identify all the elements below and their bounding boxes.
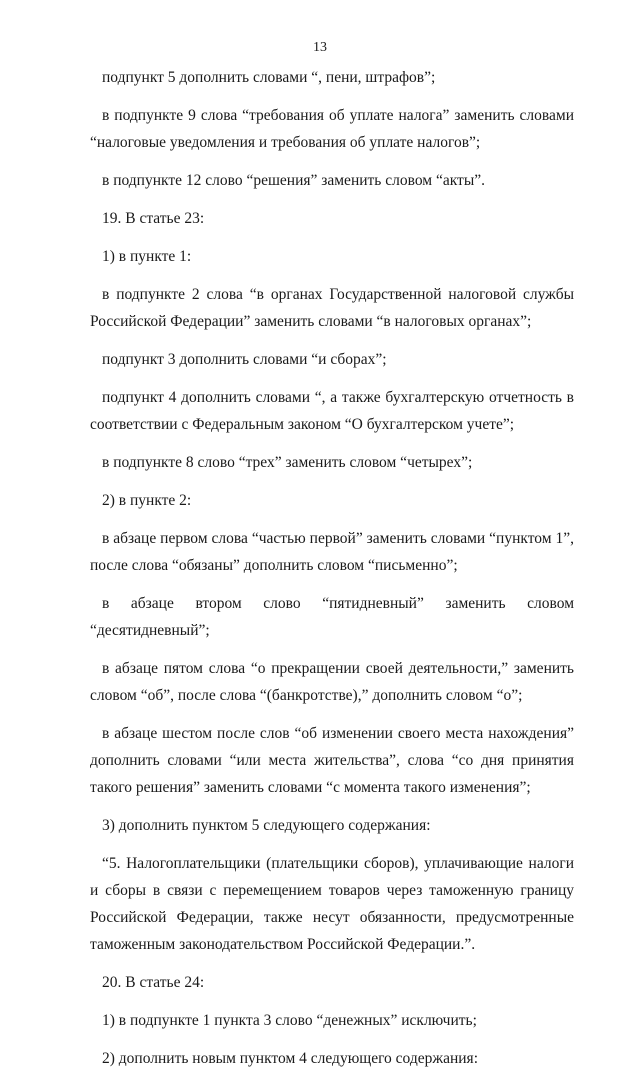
paragraph: в подпункте 12 слово “решения” заменить словом “акты”.: [102, 172, 485, 189]
page-number: 13: [313, 40, 327, 55]
paragraph: подпункт 4 дополнить словами “, а также бухгалтерскую отчетность в соответствии с Федеральным законом “О бухгалтерском учете”;: [90, 389, 574, 433]
paragraph: 2) дополнить новым пунктом 4 следующего содержания:: [102, 1050, 478, 1067]
paragraph: 19. В статье 23:: [102, 210, 205, 227]
paragraph: 1) в подпункте 1 пункта 3 слово “денежных” исключить;: [102, 1012, 477, 1029]
paragraph: в абзаце втором слово “пятидневный” заменить словом “десятидневный”;: [90, 595, 574, 639]
paragraph: в абзаце пятом слова “о прекращении своей деятельности,” заменить словом “об”, после слова “(банкротстве),” дополнить словом “о”;: [90, 660, 574, 704]
paragraph: в абзаце шестом после слов “об изменении своего места нахождения” дополнить словами “или места жительства”, слова “со дня принятия такого решения” заменить словами “с момента такого изменения”;: [90, 725, 574, 796]
document-body: [90, 64, 574, 1072]
paragraph: в абзаце первом слова “частью первой” заменить словами “пунктом 1”, после слова “обязаны” дополнить словом “письменно”;: [90, 530, 574, 574]
paragraph: 2) в пункте 2:: [102, 492, 192, 509]
paragraph: подпункт 3 дополнить словами “и сборах”;: [102, 351, 387, 368]
paragraph: 3) дополнить пунктом 5 следующего содержания:: [102, 817, 431, 834]
paragraph: в подпункте 2 слова “в органах Государственной налоговой службы Российской Федерации” заменить словами “в налоговых органах”;: [90, 286, 574, 330]
paragraph: в подпункте 8 слово “трех” заменить словом “четырех”;: [102, 454, 473, 471]
paragraph: в подпункте 9 слова “требования об уплате налога” заменить словами “налоговые уведомления и требования об уплате налогов”;: [90, 107, 574, 151]
paragraph: 20. В статье 24:: [102, 974, 205, 991]
paragraph: подпункт 5 дополнить словами “, пени, штрафов”;: [102, 69, 436, 86]
paragraph: “5. Налогоплательщики (плательщики сборов), уплачивающие налоги и сборы в связи с перемещением товаров через таможенную границу Российской Федерации, также несут обязанности, предусмотренные таможенным законодательством Российской Федерации.”.: [90, 855, 574, 953]
paragraph: 1) в пункте 1:: [102, 248, 192, 265]
